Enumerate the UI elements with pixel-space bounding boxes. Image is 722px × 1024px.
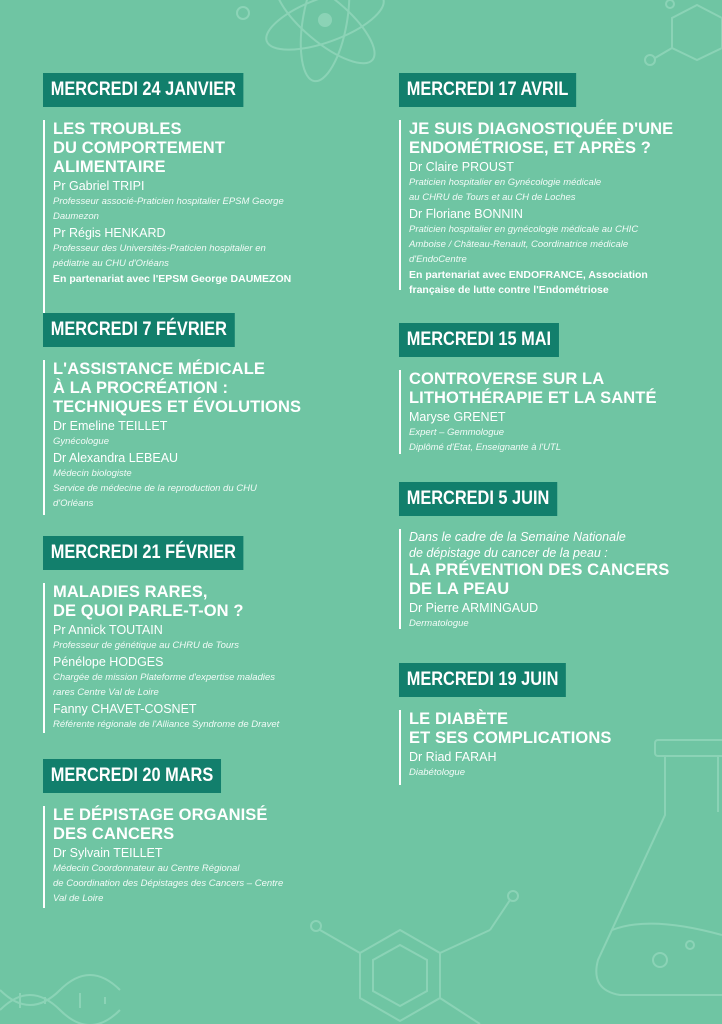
speaker-name: Dr Sylvain TEILLET — [53, 846, 163, 860]
speaker-name: Dr Claire PROUST — [409, 160, 514, 174]
molecule-icon — [645, 0, 722, 65]
speaker-name: Dr Pierre ARMINGAUD — [409, 601, 539, 615]
event-title: MALADIES RARES, DE QUOI PARLE-T-ON ? — [53, 583, 244, 620]
speaker-role: rares Centre Val de Loire — [53, 687, 159, 698]
speaker-role: Référente régionale de l'Alliance Syndrome de Dravet — [53, 719, 280, 730]
speaker-role: Dermatologue — [409, 618, 469, 629]
speaker-name: Dr Floriane BONNIN — [409, 207, 523, 221]
speaker-name: Maryse GRENET — [409, 410, 506, 424]
speaker-role: Diabétologue — [409, 767, 465, 778]
event-card — [399, 710, 719, 785]
speaker-role: Service de médecine de la reproduction du CHU — [53, 483, 257, 494]
event-title: LA PRÉVENTION DES CANCERS DE LA PEAU — [409, 561, 670, 598]
event-date: MERCREDI 7 FÉVRIER — [43, 313, 235, 347]
speaker-role: Val de Loire — [53, 893, 104, 904]
event-intro: de dépistage du cancer de la peau : — [409, 546, 608, 560]
event-date: MERCREDI 20 MARS — [43, 759, 221, 793]
atom-icon — [237, 0, 391, 85]
speaker-role: Professeur associé-Praticien hospitalier EPSM George — [53, 196, 284, 207]
speaker-role: Professeur des Universités-Praticien hospitalier en — [53, 243, 266, 254]
event-card — [399, 529, 719, 629]
speaker-name: Dr Riad FARAH — [409, 750, 497, 764]
partner-note: française de lutte contre l'Endométriose — [409, 284, 609, 296]
speaker-role: au CHRU de Tours et au CH de Loches — [409, 192, 576, 203]
event-date: MERCREDI 5 JUIN — [399, 482, 557, 516]
event-card — [43, 806, 373, 908]
event-card — [43, 120, 373, 332]
event-title: L'ASSISTANCE MÉDICALE À LA PROCRÉATION : TECHNIQUES ET ÉVOLUTIONS — [53, 360, 302, 416]
speaker-name: Pénélope HODGES — [53, 655, 164, 669]
speaker-name: Pr Gabriel TRIPI — [53, 179, 145, 193]
event-date: MERCREDI 19 JUIN — [399, 663, 566, 697]
speaker-role: Chargée de mission Plateforme d'expertise maladies — [53, 672, 276, 683]
speaker-role: Diplômé d'Etat, Enseignante à l'UTL — [409, 442, 562, 453]
speaker-role: Amboise / Château-Renault, Coordinatrice médicale — [409, 239, 629, 250]
partner-note: En partenariat avec ENDOFRANCE, Association — [409, 269, 648, 281]
event-card — [399, 370, 719, 454]
event-card — [43, 583, 373, 733]
event-date: MERCREDI 21 FÉVRIER — [43, 536, 244, 570]
dna-icon — [0, 975, 120, 1024]
speaker-role: Professeur de génétique au CHRU de Tours — [53, 640, 240, 651]
speaker-name: Pr Annick TOUTAIN — [53, 623, 163, 637]
event-title: LES TROUBLES DU COMPORTEMENT ALIMENTAIRE — [53, 120, 225, 176]
speaker-role: de Coordination des Dépistages des Cancers – Centre — [53, 878, 284, 889]
event-title: JE SUIS DIAGNOSTIQUÉE D'UNE ENDOMÉTRIOSE, ET APRÈS ? — [409, 120, 674, 157]
speaker-role: pédiatrie au CHU d'Orléans — [53, 258, 169, 269]
speaker-name: Dr Alexandra LEBEAU — [53, 451, 179, 465]
speaker-name: Fanny CHAVET-COSNET — [53, 702, 197, 716]
event-date: MERCREDI 15 MAI — [399, 323, 559, 357]
event-card — [43, 360, 373, 515]
event-title: LE DÉPISTAGE ORGANISÉ DES CANCERS — [53, 806, 268, 843]
event-date: MERCREDI 24 JANVIER — [43, 73, 244, 107]
speaker-name: Dr Emeline TEILLET — [53, 419, 168, 433]
speaker-role: d'EndoCentre — [409, 254, 467, 265]
speaker-role: d'Orléans — [53, 498, 94, 509]
event-intro: Dans le cadre de la Semaine Nationale — [409, 530, 626, 544]
speaker-name: Pr Régis HENKARD — [53, 226, 166, 240]
speaker-role: Médecin Coordonnateur au Centre Régional — [53, 863, 240, 874]
speaker-role: Praticien hospitalier en gynécologie médicale au CHIC — [409, 224, 639, 235]
speaker-role: Gynécologue — [53, 436, 109, 447]
event-title: LE DIABÈTE ET SES COMPLICATIONS — [409, 710, 612, 747]
speaker-role: Médecin biologiste — [53, 468, 132, 479]
speaker-role: Daumezon — [53, 211, 99, 222]
speaker-role: Praticien hospitalier en Gynécologie médicale — [409, 177, 602, 188]
molecule-icon — [311, 891, 518, 1024]
event-title: CONTROVERSE SUR LA LITHOTHÉRAPIE ET LA SANTÉ — [409, 370, 657, 407]
partner-note: En partenariat avec l'EPSM George DAUMEZON — [53, 273, 292, 285]
event-date: MERCREDI 17 AVRIL — [399, 73, 576, 107]
event-card — [399, 120, 719, 296]
speaker-role: Expert – Gemmologue — [409, 427, 505, 438]
